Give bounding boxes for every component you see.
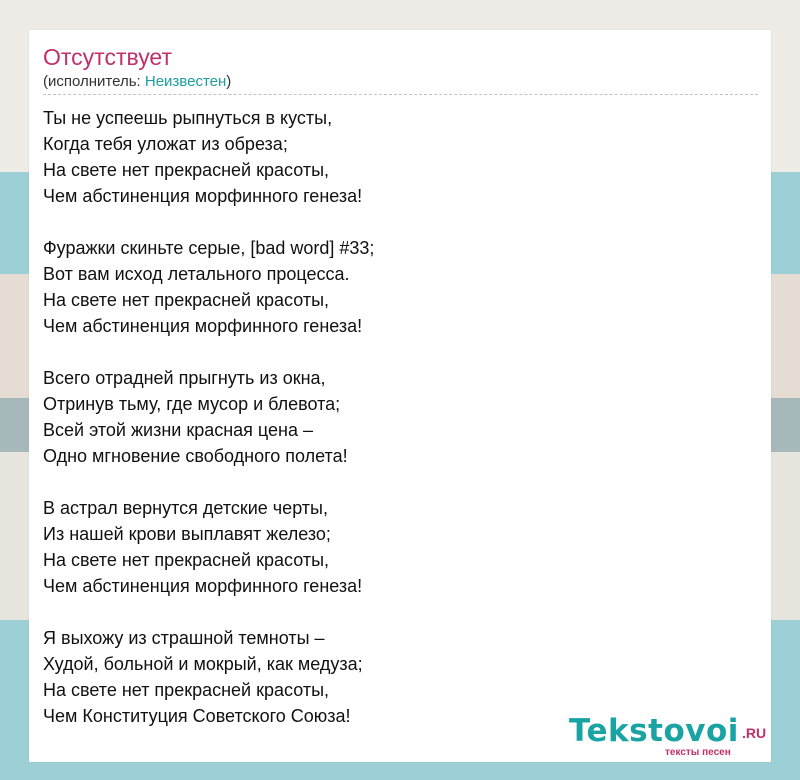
artist-line — [43, 73, 231, 91]
lyric-line: Когда тебя уложат из обреза; — [43, 134, 288, 154]
lyric-line: Чем абстиненция морфинного генеза! — [43, 576, 363, 596]
title-divider — [43, 94, 758, 95]
lyric-line: Всей этой жизни красная цена – — [43, 420, 313, 440]
lyrics-body — [43, 105, 758, 755]
lyric-line: В астрал вернутся детские черты, — [43, 498, 328, 518]
stanza — [43, 105, 758, 209]
stanza — [43, 365, 758, 469]
lyric-line: Чем Конституция Советского Союза! — [43, 706, 351, 726]
artist-prefix: (исполнитель: — [43, 73, 145, 90]
lyric-line: На свете нет прекрасней красоты, — [43, 550, 330, 570]
lyric-line: На свете нет прекрасней красоты, — [43, 290, 330, 310]
lyric-line: Я выхожу из страшной темноты – — [43, 628, 325, 648]
song-title: Отсутствует — [43, 44, 172, 70]
lyric-line: Ты не успеешь рыпнуться в кусты, — [43, 108, 333, 128]
site-logo[interactable] — [569, 714, 769, 758]
lyric-line: Вот вам исход летального процесса. — [43, 264, 350, 284]
lyric-line: Отринув тьму, где мусор и блевота; — [43, 394, 341, 414]
lyrics-card — [29, 30, 771, 762]
logo-tagline: тексты песен — [665, 747, 731, 758]
lyric-line: На свете нет прекрасней красоты, — [43, 680, 330, 700]
lyric-line: Всего отрадней прыгнуть из окна, — [43, 368, 326, 388]
artist-suffix: ) — [226, 73, 232, 90]
stanza — [43, 235, 758, 339]
lyric-line: Из нашей крови выплавят железо; — [43, 524, 331, 544]
lyric-line: Чем абстиненция морфинного генеза! — [43, 186, 363, 206]
lyric-line: Одно мгновение свободного полета! — [43, 446, 348, 466]
logo-name: Tekstovoi — [569, 713, 739, 749]
stanza — [43, 495, 758, 599]
lyric-line: Чем абстиненция морфинного генеза! — [43, 316, 363, 336]
lyric-line: Худой, больной и мокрый, как медуза; — [43, 654, 363, 674]
lyric-line: На свете нет прекрасней красоты, — [43, 160, 330, 180]
lyric-line: Фуражки скиньте серые, [bad word] #33; — [43, 238, 375, 258]
artist-link[interactable]: Неизвестен — [144, 73, 227, 90]
logo-domain: .RU — [742, 725, 767, 741]
